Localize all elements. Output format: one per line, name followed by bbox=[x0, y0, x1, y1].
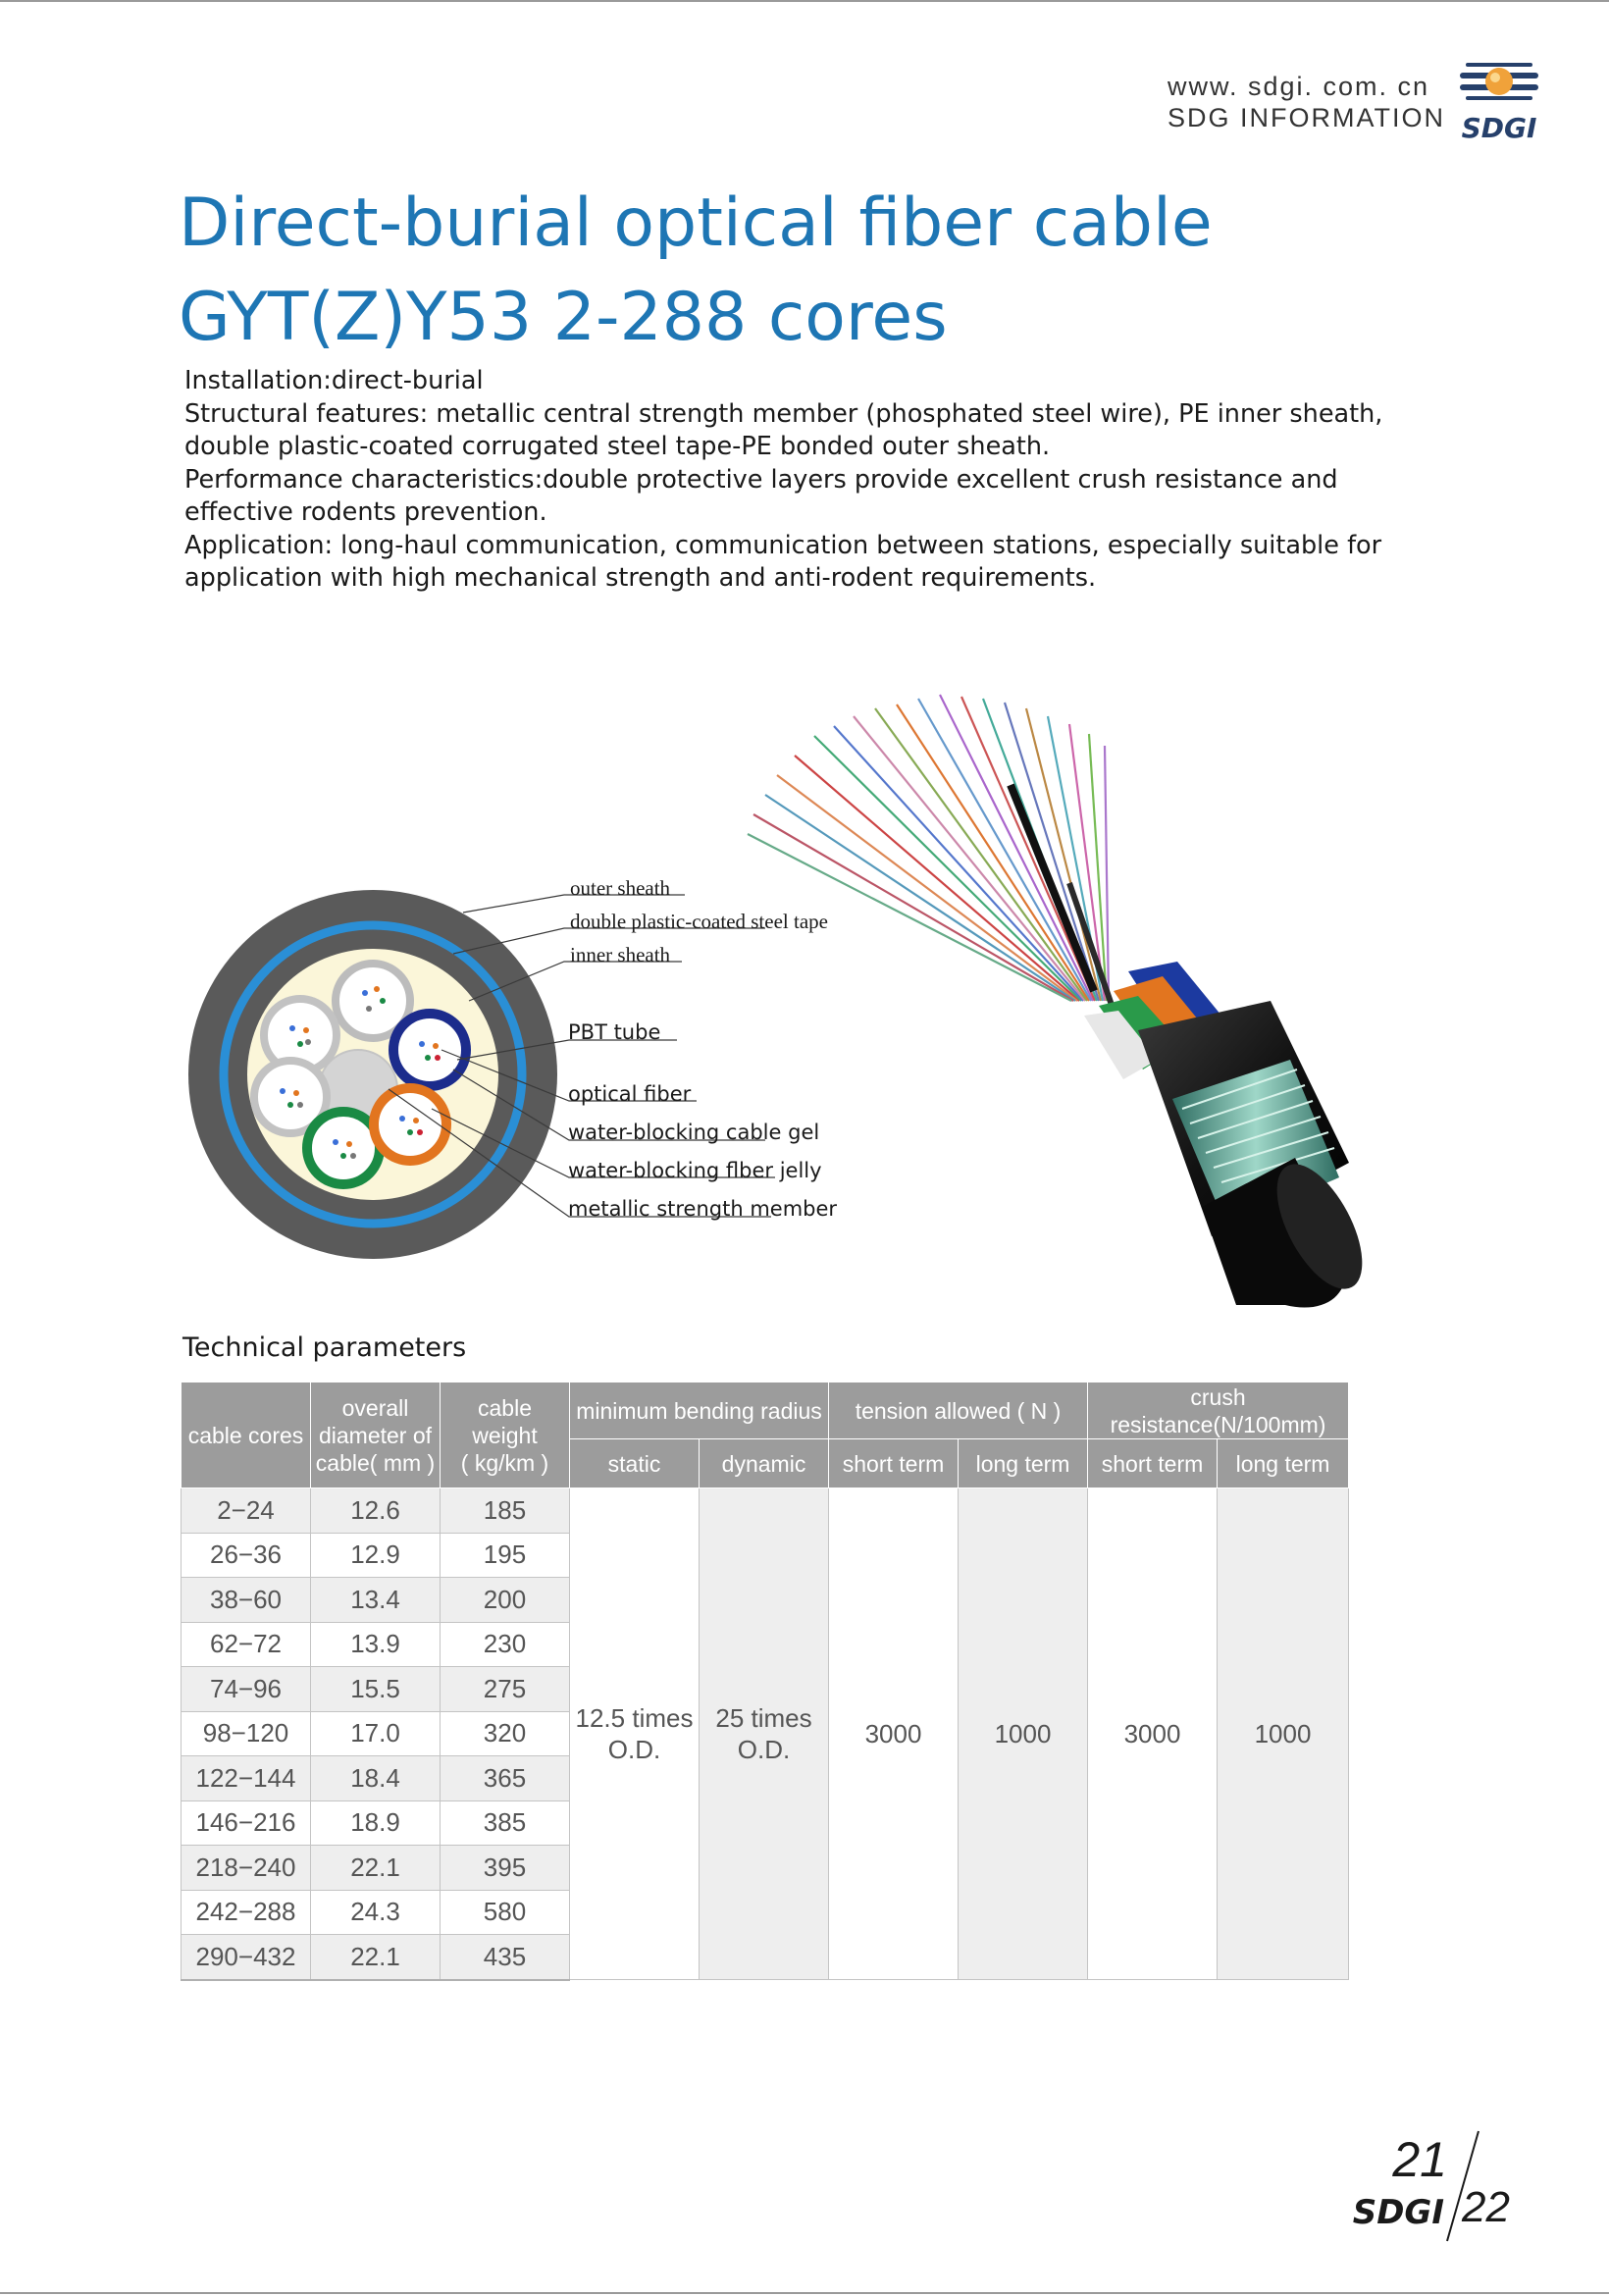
title-line-1: Direct-burial optical fiber cable bbox=[179, 184, 1213, 262]
cell-diameter: 24.3 bbox=[311, 1890, 441, 1935]
sdgi-logo bbox=[1458, 59, 1540, 143]
cell-diameter: 18.4 bbox=[311, 1756, 441, 1801]
cell-cores: 98−120 bbox=[182, 1711, 311, 1756]
cell-tension-long: 1000 bbox=[959, 1488, 1088, 1980]
cell-weight: 275 bbox=[441, 1667, 570, 1712]
cell-weight: 435 bbox=[441, 1935, 570, 1980]
header-tension-allowed: tension allowed ( N ) bbox=[829, 1383, 1088, 1439]
cell-cores: 2−24 bbox=[182, 1488, 311, 1534]
cell-cores: 62−72 bbox=[182, 1622, 311, 1667]
label-optical-fiber: optical fiber bbox=[568, 1082, 692, 1106]
page-number bbox=[1344, 2127, 1540, 2245]
label-inner-sheath: inner sheath bbox=[570, 943, 671, 966]
header-crush-resistance: crush resistance(N/100mm) bbox=[1088, 1383, 1349, 1439]
cell-diameter: 15.5 bbox=[311, 1667, 441, 1712]
cell-weight: 185 bbox=[441, 1488, 570, 1534]
structural-features-text: Structural features: metallic central strength member (phosphated steel wire), PE inner sheath, double plastic-coated corrugated steel tape-PE bonded outer sheath. bbox=[184, 398, 1383, 461]
cell-crush-short: 3000 bbox=[1088, 1488, 1218, 1980]
cell-cores: 122−144 bbox=[182, 1756, 311, 1801]
cell-cores: 290−432 bbox=[182, 1935, 311, 1980]
cell-cores: 74−96 bbox=[182, 1667, 311, 1712]
cell-weight: 200 bbox=[441, 1578, 570, 1623]
cell-cores: 242−288 bbox=[182, 1890, 311, 1935]
header-tension-long-term: long term bbox=[959, 1439, 1088, 1488]
cell-diameter: 12.9 bbox=[311, 1533, 441, 1578]
cell-crush-long: 1000 bbox=[1218, 1488, 1349, 1980]
header-text bbox=[1168, 71, 1445, 133]
cable-3d-illustration bbox=[748, 695, 1374, 1308]
header-crush-short-term: short term bbox=[1088, 1439, 1218, 1488]
cell-weight: 230 bbox=[441, 1622, 570, 1667]
cell-weight: 385 bbox=[441, 1800, 570, 1846]
label-strength-member: metallic strength member bbox=[568, 1197, 838, 1221]
installation-text: Installation:direct-burial bbox=[184, 366, 484, 395]
table-row bbox=[182, 1488, 1349, 1534]
application-text: Application: long-haul communication, communication between stations, especially suitable for application with high mechanical strength and anti-rodent requirements. bbox=[184, 530, 1382, 593]
bottom-rule bbox=[0, 2292, 1609, 2294]
cell-diameter: 13.4 bbox=[311, 1578, 441, 1623]
footer-brand: SDGI bbox=[1352, 2193, 1444, 2232]
header-overall-diameter: overall diameter of cable( mm ) bbox=[311, 1383, 441, 1488]
website-link[interactable]: www. sdgi. com. cn bbox=[1168, 72, 1430, 101]
cell-diameter: 22.1 bbox=[311, 1935, 441, 1980]
header-cable-cores: cable cores bbox=[182, 1383, 311, 1488]
header-min-bending-radius: minimum bending radius bbox=[570, 1383, 829, 1439]
cell-cores: 26−36 bbox=[182, 1533, 311, 1578]
header-tension-short-term: short term bbox=[829, 1439, 959, 1488]
cell-diameter: 17.0 bbox=[311, 1711, 441, 1756]
company-name: SDG INFORMATION bbox=[1168, 103, 1445, 132]
cell-diameter: 18.9 bbox=[311, 1800, 441, 1846]
technical-parameters-caption: Technical parameters bbox=[182, 1332, 467, 1363]
cell-diameter: 13.9 bbox=[311, 1622, 441, 1667]
cell-cores: 146−216 bbox=[182, 1800, 311, 1846]
page-title bbox=[179, 177, 1552, 365]
label-steel-tape: double plastic-coated steel tape bbox=[570, 910, 828, 933]
label-outer-sheath: outer sheath bbox=[570, 876, 671, 900]
cell-weight: 580 bbox=[441, 1890, 570, 1935]
label-fiber-jelly: water-blocking flber jelly bbox=[568, 1159, 822, 1182]
cell-tension-short: 3000 bbox=[829, 1488, 959, 1980]
cell-diameter: 12.6 bbox=[311, 1488, 441, 1534]
cell-weight: 195 bbox=[441, 1533, 570, 1578]
product-description bbox=[184, 365, 1391, 596]
label-pbt-tube: PBT tube bbox=[568, 1020, 661, 1044]
cell-weight: 320 bbox=[441, 1711, 570, 1756]
cell-weight: 395 bbox=[441, 1846, 570, 1891]
cell-dynamic-radius: 25 times O.D. bbox=[700, 1488, 829, 1980]
cable-diagram bbox=[147, 677, 1374, 1325]
header-cable-weight: cable weight ( kg/km ) bbox=[441, 1383, 570, 1488]
performance-text: Performance characteristics:double protective layers provide excellent crush resistance and effective rodents prevention. bbox=[184, 464, 1338, 527]
cell-cores: 218−240 bbox=[182, 1846, 311, 1891]
cell-diameter: 22.1 bbox=[311, 1846, 441, 1891]
technical-parameters-table bbox=[181, 1382, 1349, 1981]
cell-cores: 38−60 bbox=[182, 1578, 311, 1623]
cell-weight: 365 bbox=[441, 1756, 570, 1801]
header-crush-long-term: long term bbox=[1218, 1439, 1349, 1488]
top-rule bbox=[0, 0, 1609, 2]
header-static: static bbox=[570, 1439, 700, 1488]
label-cable-gel: water-blocking cable gel bbox=[568, 1121, 820, 1144]
cell-static-radius: 12.5 times O.D. bbox=[570, 1488, 700, 1980]
header-dynamic: dynamic bbox=[700, 1439, 829, 1488]
logo-text: SDGI bbox=[1461, 112, 1537, 143]
page-number-right: 22 bbox=[1462, 2183, 1510, 2231]
page-number-left: 21 bbox=[1392, 2132, 1447, 2187]
title-line-2: GYT(Z)Y53 2-288 cores bbox=[179, 279, 948, 356]
